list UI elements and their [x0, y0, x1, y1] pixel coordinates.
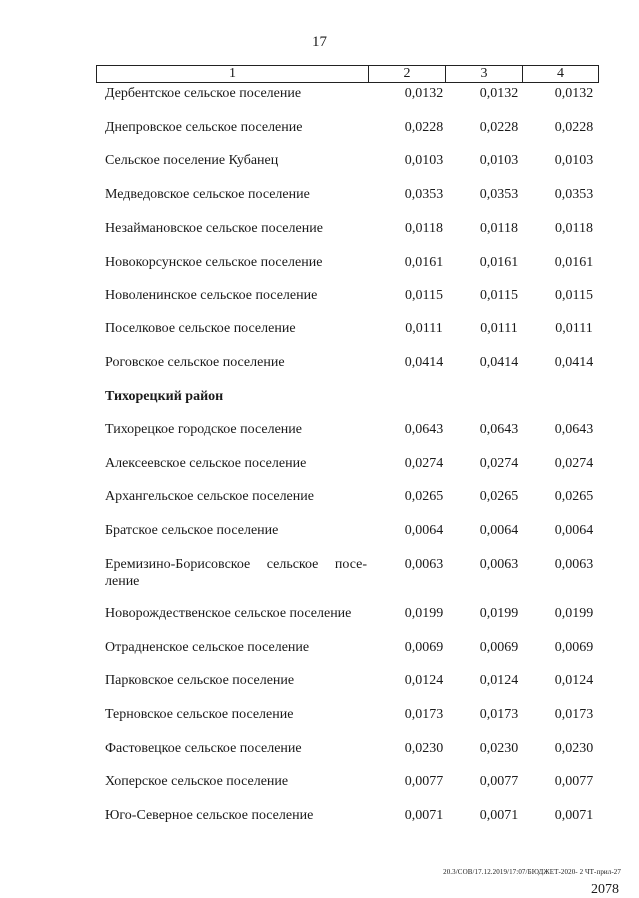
- settlement-name: Роговское сельское поселение: [105, 355, 285, 370]
- settlement-name: Хоперское сельское поселение: [105, 774, 289, 789]
- value-col-3: 0,0161: [479, 255, 519, 270]
- settlement-name: Дербентское сельское поселение: [105, 86, 302, 101]
- settlement-name: Медведовское сельское поселение: [105, 187, 310, 202]
- value-col-3: 0,0274: [479, 456, 519, 471]
- value-col-2: 0,0414: [404, 355, 444, 370]
- value-col-4: 0,0414: [554, 355, 594, 370]
- value-col-2: 0,0103: [404, 153, 444, 168]
- value-col-4: 0,0071: [554, 808, 594, 823]
- value-col-2: 0,0161: [404, 255, 444, 270]
- value-col-2: 0,0353: [404, 187, 444, 202]
- value-col-4: 0,0063: [554, 557, 594, 572]
- value-col-4: 0,0111: [555, 321, 593, 336]
- value-col-2: 0,0071: [404, 808, 444, 823]
- value-col-4: 0,0228: [554, 120, 594, 135]
- settlement-name: Терновское сельское поселение: [105, 707, 294, 722]
- value-col-4: 0,0115: [555, 288, 593, 303]
- settlement-name: Архангельское сельское поселение: [105, 489, 314, 504]
- value-col-4: 0,0643: [554, 422, 594, 437]
- value-col-3: 0,0115: [480, 288, 518, 303]
- page-stamp-number: 2078: [591, 882, 619, 897]
- settlement-name: Еремизино-Борисовское сельское посе-ление: [105, 557, 367, 589]
- value-col-3: 0,0230: [479, 741, 519, 756]
- value-col-3: 0,0173: [479, 707, 519, 722]
- value-col-4: 0,0173: [554, 707, 594, 722]
- value-col-4: 0,0353: [554, 187, 594, 202]
- value-col-2: 0,0069: [404, 640, 444, 655]
- settlement-name: Тихорецкое городское поселение: [105, 422, 302, 437]
- value-col-4: 0,0274: [554, 456, 594, 471]
- settlement-name: Отрадненское сельское поселение: [105, 640, 310, 655]
- value-col-4: 0,0118: [555, 221, 593, 236]
- value-col-3: 0,0132: [479, 86, 519, 101]
- value-col-2: 0,0265: [404, 489, 444, 504]
- value-col-4: 0,0124: [554, 673, 594, 688]
- document-footer-code: 20.3/СОВ/17.12.2019/17:07/БЮДЖЕТ-2020- 2 ЧТ-прил-27: [443, 868, 621, 876]
- settlement-name: Новоленинское сельское поселение: [105, 288, 318, 303]
- value-col-3: 0,0111: [480, 321, 518, 336]
- value-col-3: 0,0265: [479, 489, 519, 504]
- header-col-1: 1: [97, 66, 369, 82]
- value-col-2: 0,0643: [404, 422, 444, 437]
- value-col-3: 0,0353: [479, 187, 519, 202]
- settlement-name: Фастовецкое сельское поселение: [105, 741, 302, 756]
- value-col-3: 0,0103: [479, 153, 519, 168]
- value-col-3: 0,0118: [480, 221, 518, 236]
- value-col-3: 0,0071: [479, 808, 519, 823]
- header-col-4: 4: [557, 66, 564, 81]
- table-header: [96, 65, 599, 83]
- value-col-3: 0,0063: [479, 557, 519, 572]
- value-col-2: 0,0173: [404, 707, 444, 722]
- value-col-3: 0,0643: [479, 422, 519, 437]
- value-col-4: 0,0199: [554, 606, 594, 621]
- value-col-2: 0,0124: [404, 673, 444, 688]
- settlement-name: Юго-Северное сельское поселение: [105, 808, 314, 823]
- value-col-3: 0,0414: [479, 355, 519, 370]
- header-col-2: 2: [369, 66, 446, 82]
- value-col-2: 0,0230: [404, 741, 444, 756]
- value-col-4: 0,0077: [554, 774, 594, 789]
- value-col-2: 0,0064: [404, 523, 444, 538]
- value-col-2: 0,0115: [405, 288, 443, 303]
- settlement-name: Алексеевское сельское поселение: [105, 456, 307, 471]
- settlement-name: Парковское сельское поселение: [105, 673, 295, 688]
- settlement-name: Новорождественское сельское поселение: [105, 606, 352, 621]
- settlement-name: Новокорсунское сельское поселение: [105, 255, 323, 270]
- value-col-3: 0,0228: [479, 120, 519, 135]
- value-col-2: 0,0132: [404, 86, 444, 101]
- settlement-name: Братское сельское поселение: [105, 523, 279, 538]
- settlement-name: Незаймановское сельское поселение: [105, 221, 323, 236]
- value-col-2: 0,0199: [404, 606, 444, 621]
- district-heading: Тихорецкий район: [105, 389, 224, 404]
- value-col-2: 0,0274: [404, 456, 444, 471]
- value-col-2: 0,0111: [405, 321, 443, 336]
- value-col-2: 0,0077: [404, 774, 444, 789]
- value-col-4: 0,0064: [554, 523, 594, 538]
- value-col-3: 0,0069: [479, 640, 519, 655]
- value-col-3: 0,0199: [479, 606, 519, 621]
- header-col-3: 3: [446, 66, 523, 82]
- value-col-4: 0,0230: [554, 741, 594, 756]
- value-col-4: 0,0265: [554, 489, 594, 504]
- value-col-3: 0,0077: [479, 774, 519, 789]
- value-col-4: 0,0161: [554, 255, 594, 270]
- value-col-2: 0,0063: [404, 557, 444, 572]
- value-col-4: 0,0132: [554, 86, 594, 101]
- value-col-4: 0,0103: [554, 153, 594, 168]
- page-number: 17: [312, 34, 327, 50]
- settlement-name: Поселковое сельское поселение: [105, 321, 296, 336]
- value-col-2: 0,0118: [405, 221, 443, 236]
- settlement-name: Сельское поселение Кубанец: [105, 153, 279, 168]
- value-col-4: 0,0069: [554, 640, 594, 655]
- value-col-3: 0,0064: [479, 523, 519, 538]
- value-col-2: 0,0228: [404, 120, 444, 135]
- settlement-name: Днепровское сельское поселение: [105, 120, 303, 135]
- value-col-3: 0,0124: [479, 673, 519, 688]
